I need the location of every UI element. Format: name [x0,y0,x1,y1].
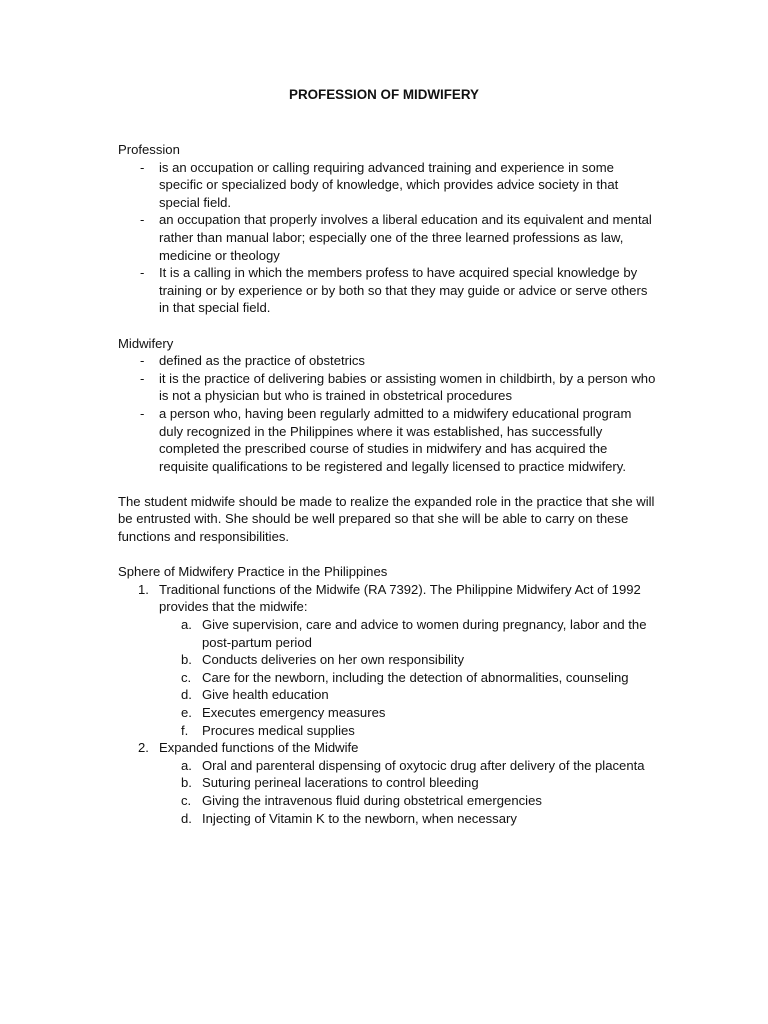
sphere-heading: Sphere of Midwifery Practice in the Philippines [118,564,388,580]
list-item [118,211,658,264]
dash-bullet: - [140,405,145,421]
list-item [159,810,658,828]
list-item [118,264,658,317]
dash-bullet: - [140,265,145,281]
item-letter: f. [181,722,189,738]
list-item-text: Conducts deliveries on her own responsibility [202,652,465,668]
student-midwife-paragraph: The student midwife should be made to realize the expanded role in the practice that she will be entrusted with. She should be well prepared so that she will be able to carry on these functions and responsibilities. [118,493,655,545]
midwifery-heading: Midwifery [118,335,174,351]
dash-bullet: - [140,159,145,175]
list-item [118,370,658,405]
list-item-text: Giving the intravenous fluid during obstetrical emergencies [202,792,542,808]
list-item [118,159,658,212]
profession-definition-list [118,159,658,317]
page-title: PROFESSION OF MIDWIFERY [289,87,479,102]
item-letter: c. [181,669,192,685]
numbered-item-expanded [118,739,658,827]
list-item-text: Injecting of Vitamin K to the newborn, when necessary [202,810,517,826]
list-item-text: Oral and parenteral dispensing of oxytocic drug after delivery of the placenta [202,757,645,773]
item-letter: e. [181,705,192,720]
midwifery-section [118,335,658,476]
item-letter: b. [181,775,192,791]
list-item-text: Give supervision, care and advice to women during pregnancy, labor and the post-partum period [202,617,647,650]
list-item-text: Executes emergency measures [202,705,386,720]
list-item-text: Suturing perineal lacerations to control bleeding [202,775,479,791]
list-item [159,757,658,775]
list-item [118,405,658,475]
sphere-numbered-list [118,581,658,827]
dash-bullet: - [140,212,145,228]
list-item [159,704,658,722]
profession-heading: Profession [118,142,180,157]
list-item [159,616,658,651]
item-letter: d. [181,810,192,826]
list-item-text: defined as the practice of obstetrics [159,353,365,369]
item-letter: b. [181,652,192,668]
traditional-functions-list [159,616,658,739]
numbered-item-text: Traditional functions of the Midwife (RA 7392). The Philippine Midwifery Act of 1992 provides that the midwife: [159,581,641,615]
spacer [118,546,658,564]
midwifery-definition-list [118,352,658,475]
profession-section [118,141,658,317]
expanded-functions-list [159,757,658,827]
numbered-item-text: Expanded functions of the Midwife [159,740,359,756]
item-number: 2. [138,740,149,756]
list-item-text: It is a calling in which the members profess to have acquired special knowledge by training or by experience or by both so that they may guide or advice or serve others in that special field. [159,265,648,316]
list-item [159,792,658,810]
list-item-text: it is the practice of delivering babies or assisting women in childbirth, by a person who is not a physician but who is trained in obstetrical procedures [159,370,656,404]
list-item [159,669,658,687]
list-item-text: a person who, having been regularly admitted to a midwifery educational program duly recognized in the Philippines where it was established, has successfully completed the prescribed course of studies in midwifery and has acquired the requisite qualifications to be registered and legally licensed to practice midwifery. [159,405,632,474]
list-item-text: Care for the newborn, including the detection of abnormalities, counseling [202,669,629,685]
item-letter: a. [181,617,192,633]
list-item-text: Give health education [202,687,329,703]
list-item-text: an occupation that properly involves a liberal education and its equivalent and mental rather than manual labor; especially one of the three learned professions as law, medicine or theology [159,212,652,263]
dash-bullet: - [140,353,145,369]
dash-bullet: - [140,370,145,386]
spacer [118,475,658,493]
list-item [159,686,658,704]
sphere-section [118,563,658,827]
item-letter: c. [181,792,192,808]
numbered-item-traditional [118,581,658,739]
item-letter: a. [181,757,192,773]
list-item [159,651,658,669]
item-letter: d. [181,687,192,703]
list-item [159,722,658,740]
list-item [118,352,658,370]
list-item [159,774,658,792]
spacer [118,317,658,335]
list-item-text: is an occupation or calling requiring advanced training and experience in some specific or specialized body of knowledge, which provides advice society in that special field. [159,159,619,210]
item-number: 1. [138,581,149,597]
list-item-text: Procures medical supplies [202,722,355,738]
document-body [118,141,658,827]
